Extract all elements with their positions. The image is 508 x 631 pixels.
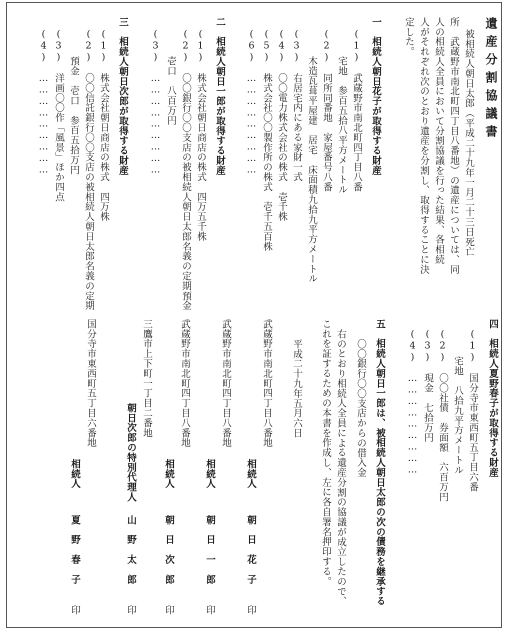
section-3-heading: 三 相続人朝日次郎が取得する財産 — [117, 17, 128, 176]
signatory-name: 山 野 太 郎 — [125, 515, 136, 585]
section-2-line-2: (2) 〇〇銀行〇〇支店の被相続人朝日太郎名義の定期預金 — [180, 29, 191, 311]
section-3-line-2: (2) 〇〇信託銀行〇〇支店の被相続人朝日太郎名義の定期 — [83, 29, 94, 311]
section-1-line-8: (6) ……………………… — [246, 29, 257, 176]
signatory-role: 相続人 — [69, 459, 80, 489]
document-title: 遺産分割協議書 — [484, 17, 498, 143]
signatory-name: 朝 日 次 郎 — [163, 515, 174, 585]
agreement-document — [6, 2, 502, 628]
section-3-line-3: 預金 壱口 参百五拾万円 — [68, 56, 79, 175]
section-1-line-7: (5) 株式会社〇〇製作所の株式 壱千五百株 — [261, 29, 272, 252]
preamble-line-3: 人の相続人全員において分割協議を行った結果、各相続 — [433, 17, 444, 265]
signatory-role: 朝日次郎の特別代理人 — [125, 403, 136, 502]
signatory-name: 夏 野 春 子 — [69, 515, 80, 585]
preamble-line-1: 被相続人朝日太郎（平成二十九年一月二十三日死亡 — [463, 29, 474, 257]
section-5-heading: 五 相続人朝日一郎は、被相続人朝日太郎の次の債務を継承する — [374, 319, 385, 607]
section-1-line-5: (3) 右居宅内にある家財一式 — [291, 29, 302, 182]
seal-mark: 印 — [69, 605, 80, 615]
signatory-address: 三鷹市上下町一丁目二番地 — [141, 319, 152, 438]
signatory-role: 相続人 — [163, 459, 174, 489]
section-2-line-3: 壱口 八百万円 — [165, 56, 176, 126]
signatory-address: 武蔵野市南北町四丁目八番地 — [220, 319, 231, 448]
preamble-line-2: 所 武蔵野市南北町四丁目八番地）の遺産については、同 — [448, 17, 459, 275]
seal-mark: 印 — [245, 605, 256, 615]
section-4-line-1: (1) 国分寺市東西町五丁目六番 — [467, 329, 478, 492]
signatory-address: 武蔵野市南北町四丁目八番地 — [261, 319, 272, 448]
signatory-name: 朝 日 花 子 — [245, 515, 256, 585]
section-1-line-4: 木造瓦葺平屋建 居宅 床面積九拾九平方メートル — [306, 56, 317, 284]
signatory-role: 相続人 — [204, 459, 215, 489]
section-4-line-4: (3) 現金 七拾万円 — [422, 329, 433, 443]
signatory-address: 武蔵野市南北町四丁目八番地 — [179, 319, 190, 448]
section-3-line-4: (3) 洋画〇〇作「風景」ほか四点 — [53, 29, 64, 202]
section-1-line-6: (4) 〇〇電力株式会社の株式 壱千株 — [276, 29, 287, 222]
section-2-line-4: (3) ……………………… — [150, 29, 161, 176]
signatory-address: 国分寺市東西町五丁目六番地 — [85, 319, 96, 448]
closing-line-1: 右のとおり相続人全員による遺産分割の協議が成立したので、 — [335, 329, 346, 607]
section-4-line-2: 宅地 八拾九平方メートル — [452, 356, 463, 475]
section-4-line-5: (4) ……………………… — [407, 329, 418, 476]
preamble-line-4: 人がそれぞれ次のとおり遺産を分割し、取得することに決 — [418, 17, 429, 275]
section-1-line-1: (1) 武蔵野市南北町四丁目八番 — [351, 29, 362, 192]
signatory-name: 朝 日 一 郎 — [204, 515, 215, 585]
section-5-line-1: 〇〇銀行〇〇支店からの借入金 — [355, 339, 366, 478]
agreement-date: 平成二十九年五月六日 — [291, 339, 302, 438]
section-2-heading: 二 相続人朝日一郎が取得する財産 — [214, 17, 225, 176]
section-1-line-3: (2) 同所同番地 家屋番号八番 — [321, 29, 332, 192]
seal-mark: 印 — [125, 605, 136, 615]
section-3-line-1: (1) 株式会社朝日商店の株式 四万株 — [98, 29, 109, 222]
seal-mark: 印 — [204, 605, 215, 615]
seal-mark: 印 — [163, 605, 174, 615]
preamble-line-5: 定した。 — [403, 17, 414, 57]
section-1-heading: 一 相続人朝日花子が取得する財産 — [370, 17, 381, 176]
section-1-line-2: 宅地 参百五拾八平方メートル — [336, 56, 347, 195]
closing-line-2: これを証するための本書を作成し、左に各自署名押印する。 — [320, 319, 331, 587]
signatory-role: 相続人 — [245, 459, 256, 489]
section-2-line-1: (1) 株式会社朝日商店の株式 四万五千株 — [195, 29, 206, 242]
section-4-line-3: (2) 〇〇社債 券面額 六百万円 — [437, 329, 448, 502]
section-3-line-5: (4) ……………………… — [38, 29, 49, 176]
section-4-heading: 四 相続人夏野春子が取得する財産 — [487, 319, 498, 478]
